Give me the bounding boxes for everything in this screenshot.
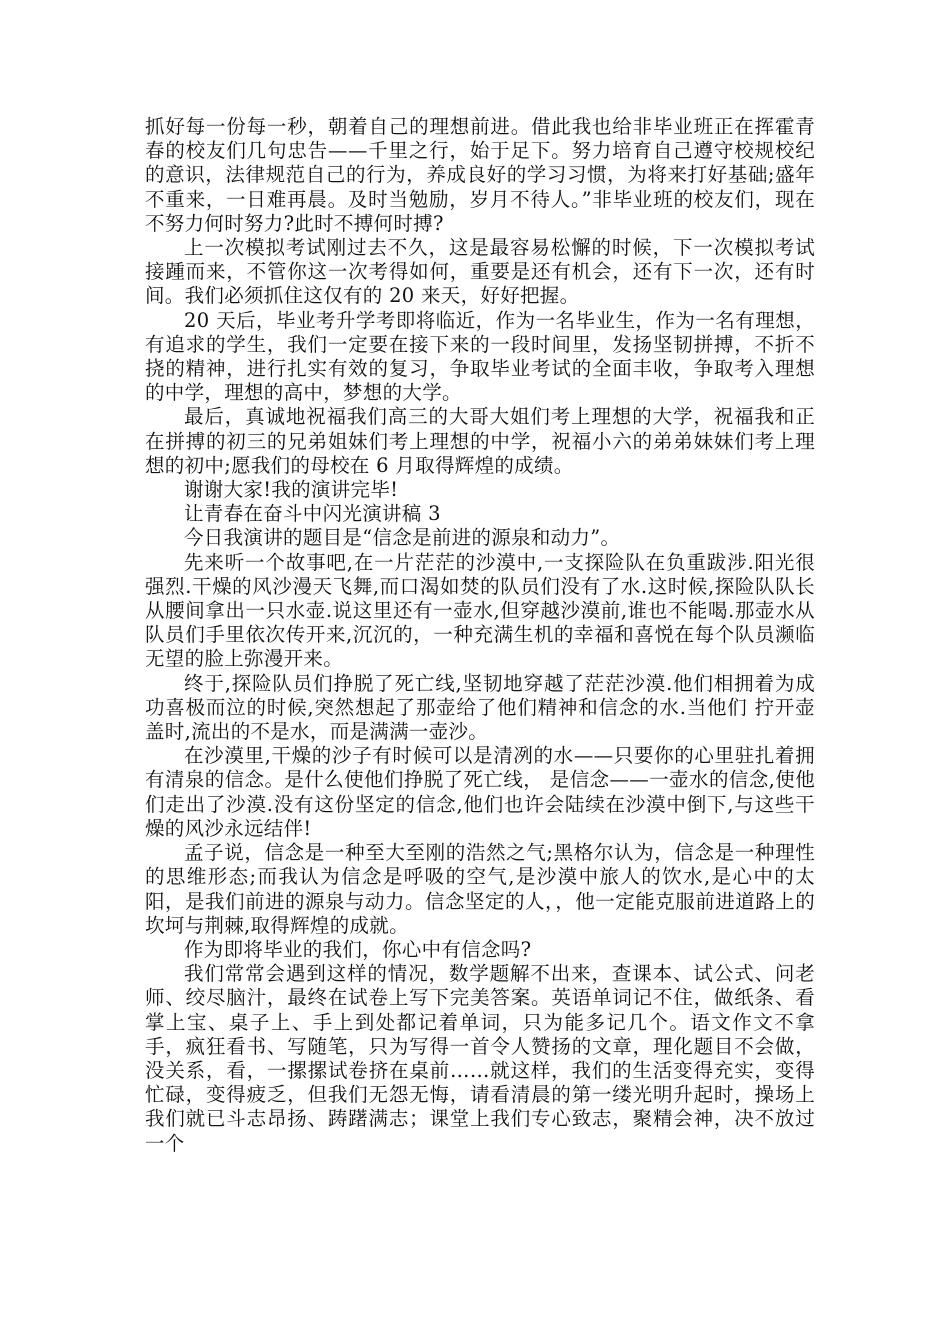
- closing-line: 谢谢大家!我的演讲完毕!: [184, 478, 399, 502]
- paragraph: 上一次模拟考试刚过去不久，这是最容易松懈的时候，下一次模拟考试接踵而来，不管你这一次考得如何，重要是还有机会，还有下一次，还有时间。我们必须抓住这仅有的 20 来天，好好把握。: [145, 236, 815, 308]
- document-body: [145, 115, 815, 1156]
- paragraph: 最后，真诚地祝福我们高三的大哥大姐们考上理想的大学，祝福我和正在拼搏的初三的兄弟姐妹们考上理想的中学，祝福小六的弟弟妹妹们考上理想的初中;愿我们的母校在 6 月取得辉煌的成绩。: [145, 405, 815, 477]
- paragraph: 20 天后，毕业考升学考即将临近，作为一名毕业生，作为一名有理想，有追求的学生，我们一定要在接下来的一段时间里，发扬坚韧拼搏，不折不挠的精神，进行扎实有效的复习，争取毕业考试的全面丰收，争取考入理想的中学，理想的高中，梦想的大学。: [145, 308, 815, 405]
- paragraph: 孟子说，信念是一种至大至刚的浩然之气;黑格尔认为，信念是一种理性的思维形态;而我认为信念是呼吸的空气,是沙漠中旅人的饮水,是心中的太阳，是我们前进的源泉与动力。信念坚定的人，，他一定能克服前进道路上的坎坷与荆棘,取得辉煌的成就。: [145, 841, 815, 937]
- paragraph: 抓好每一份每一秒，朝着自己的理想前进。借此我也给非毕业班正在挥霍青春的校友们几句忠告——千里之行，始于足下。努力培育自己遵守校规校纪的意识，法律规范自己的行为，养成良好的学习习惯，为将来打好基础;盛年不重来，一日难再晨。及时当勉励，岁月不待人。”非毕业班的校友们，现在不努力何时努力?此时不搏何时搏?: [145, 115, 815, 235]
- speech-topic-line: 今日我演讲的题目是“信念是前进的源泉和动力”。: [184, 526, 621, 550]
- paragraph: 先来听一个故事吧,在一片茫茫的沙漠中,一支探险队在负重跋涉.阳光很强烈.干燥的风沙漫天飞舞,而口渴如焚的队员们没有了水.这时候,探险队队长从腰间拿出一只水壶.说这里还有一壶水,但穿越沙漠前,谁也不能喝.那壶水从队员们手里依次传开来,沉沉的，一种充满生机的幸福和喜悦在每个队员濒临无望的脸上弥漫开来。: [145, 550, 815, 671]
- speech-title: 让青春在奋斗中闪光演讲稿 3: [184, 502, 441, 526]
- paragraph: 在沙漠里,干燥的沙子有时候可以是清冽的水——只要你的心里驻扎着拥有清泉的信念。是什么使他们挣脱了死亡线， 是信念——一壶水的信念,使他们走出了沙漠.没有这份坚定的信念,他们也许会陆续在沙漠中倒下,与这些干燥的风沙永远结伴!: [145, 744, 815, 840]
- question-line: 作为即将毕业的我们，你心中有信念吗?: [184, 937, 532, 961]
- paragraph: 终于,探险队员们挣脱了死亡线,坚韧地穿越了茫茫沙漠.他们相拥着为成功喜极而泣的时候,突然想起了那壶给了他们精神和信念的水.当他们 拧开壶盖时,流出的不是水，而是满满一壶沙。: [145, 671, 815, 744]
- paragraph: 我们常常会遇到这样的情况，数学题解不出来，查课本、试公式、问老师、绞尽脑汁，最终在试卷上写下完美答案。英语单词记不住，做纸条、看掌上宝、桌子上、手上到处都记着单词，只为能多记几个。语文作文不拿手，疯狂看书、写随笔，只为写得一首令人赞扬的文章，理化题目不会做，没关系，看，一摞摞试卷挤在桌前……就这样，我们的生活变得充实，变得忙碌，变得疲乏，但我们无怨无悔，请看清晨的第一缕光明升起时，操场上我们就已斗志昂扬、踌躇满志；课堂上我们专心致志，聚精会神，决不放过一个: [145, 962, 815, 1155]
